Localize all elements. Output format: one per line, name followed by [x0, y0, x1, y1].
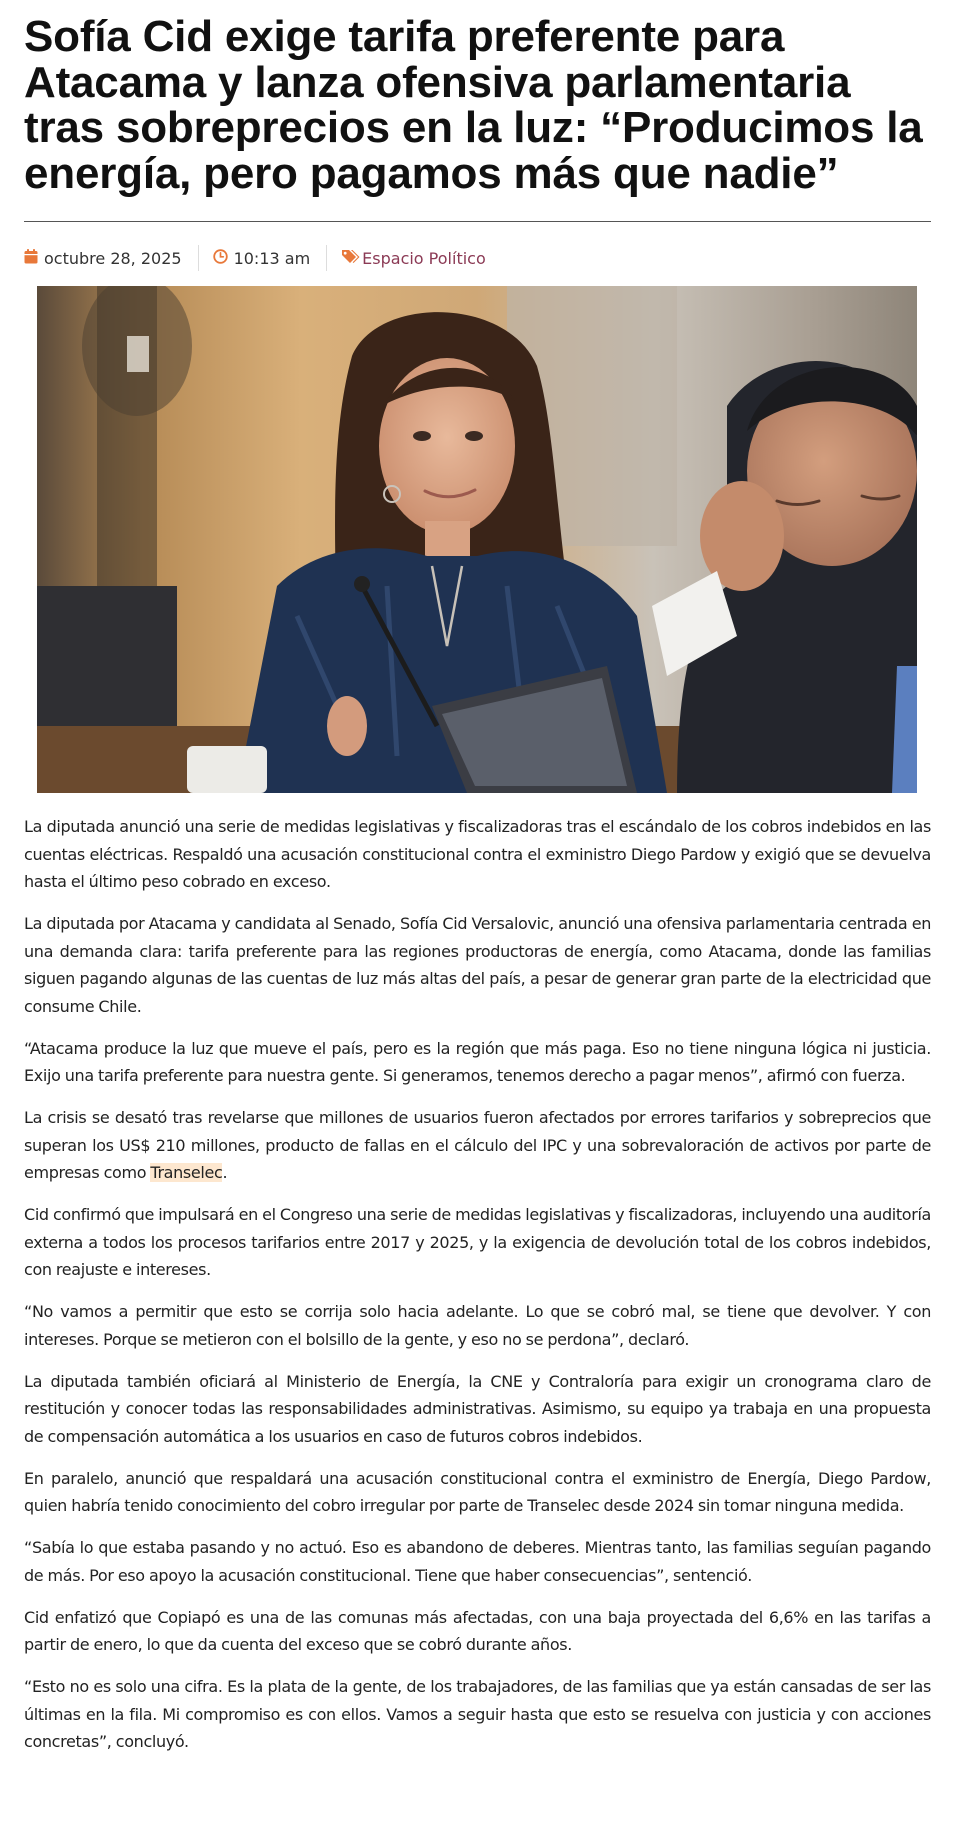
paragraph: “Esto no es solo una cifra. Es la plata de la gente, de los trabajadores, de las familias que ya están cansadas de ser las últimas en la fila. Mi compromiso es con ellos. Vamos a seguir hasta que esto se resuelva con justicia y con acciones concretas”, concluyó. — [24, 1677, 931, 1751]
paragraph-text: . — [222, 1163, 228, 1182]
meta-date — [24, 249, 182, 268]
meta-divider — [326, 245, 327, 271]
title-divider — [24, 221, 931, 222]
tags-icon — [341, 249, 361, 268]
article-body — [24, 813, 931, 1756]
paragraph-lead: La diputada anunció una serie de medidas legislativas y fiscalizadoras tras el escándalo de los cobros indebidos en las cuentas eléctricas. Respaldó una acusación constitucional contra el exministro Diego Pardow y exigió que se devuelva hasta el último peso cobrado en exceso. — [24, 817, 931, 891]
clock-icon — [213, 249, 228, 268]
calendar-icon — [24, 249, 38, 268]
meta-category[interactable] — [341, 249, 486, 268]
paragraph-text: La crisis se desató tras revelarse que millones de usuarios fueron afectados por errores tarifarios y sobreprecios que superan los US$ 210 millones, producto de fallas en el cálculo del IPC y una sobrevaloración de activos por parte de empresas como — [24, 1108, 931, 1182]
article-photo — [37, 286, 917, 793]
article — [24, 0, 931, 1770]
paragraph: En paralelo, anunció que respaldará una acusación constitucional contra el exministro de Energía, Diego Pardow, quien habría tenido conocimiento del cobro irregular por parte de Transelec desde 2024 sin tomar ninguna medida. — [24, 1468, 931, 1515]
publish-date: octubre 28, 2025 — [44, 248, 182, 268]
category-link[interactable]: Espacio Político — [362, 248, 486, 268]
publish-time: 10:13 am — [233, 248, 311, 268]
paragraph: La diputada por Atacama y candidata al Senado, Sofía Cid Versalovic, anunció una ofensiva parlamentaria centrada en una demanda clara: tarifa preferente para las regiones productoras de energía, como Atacama, donde las familias siguen pagando algunas de las cuentas de luz más altas del país, a pesar de generar gran parte de la electricidad que consume Chile. — [24, 914, 931, 1016]
paragraph: Cid confirmó que impulsará en el Congreso una serie de medidas legislativas y fiscalizadoras, incluyendo una auditoría externa a todos los procesos tarifarios entre 2017 y 2025, y la exigencia de devolución total de los cobros indebidos, con reajuste e intereses. — [24, 1205, 931, 1279]
meta-divider — [198, 245, 199, 271]
paragraph: “Atacama produce la luz que mueve el país, pero es la región que más paga. Eso no tiene ninguna lógica ni justicia. Exijo una tarifa preferente para nuestra gente. Si generamos, tenemos derecho a pagar menos”, afirmó con fuerza. — [24, 1038, 931, 1085]
article-meta — [24, 245, 931, 271]
meta-time — [213, 249, 311, 268]
article-title: Sofía Cid exige tarifa preferente para Atacama y lanza ofensiva parlamentaria tras sobreprecios en la luz: “Producimos la energía, pero pagamos más que nadie” — [24, 12, 923, 198]
paragraph: Cid enfatizó que Copiapó es una de las comunas más afectadas, con una baja proyectada del 6,6% en las tarifas a partir de enero, lo que da cuenta del exceso que se cobró durante años. — [24, 1607, 931, 1654]
paragraph: “No vamos a permitir que esto se corrija solo hacia adelante. Lo que se cobró mal, se tiene que devolver. Y con intereses. Porque se metieron con el bolsillo de la gente, y eso no se perdona”, declaró. — [24, 1302, 931, 1349]
paragraph-with-link — [24, 1104, 931, 1187]
transelec-link[interactable]: Transelec — [150, 1163, 223, 1182]
paragraph: La diputada también oficiará al Ministerio de Energía, la CNE y Contraloría para exigir un cronograma claro de restitución y conocer todas las responsabilidades administrativas. Asimismo, su equipo ya trabaja en una propuesta de compensación automática a los usuarios en caso de futuros cobros indebidos. — [24, 1371, 931, 1446]
paragraph: “Sabía lo que estaba pasando y no actuó. Eso es abandono de deberes. Mientras tanto, las familias seguían pagando de más. Por eso apoyo la acusación constitucional. Tiene que haber consecuencias”, sentenció. — [24, 1538, 931, 1585]
